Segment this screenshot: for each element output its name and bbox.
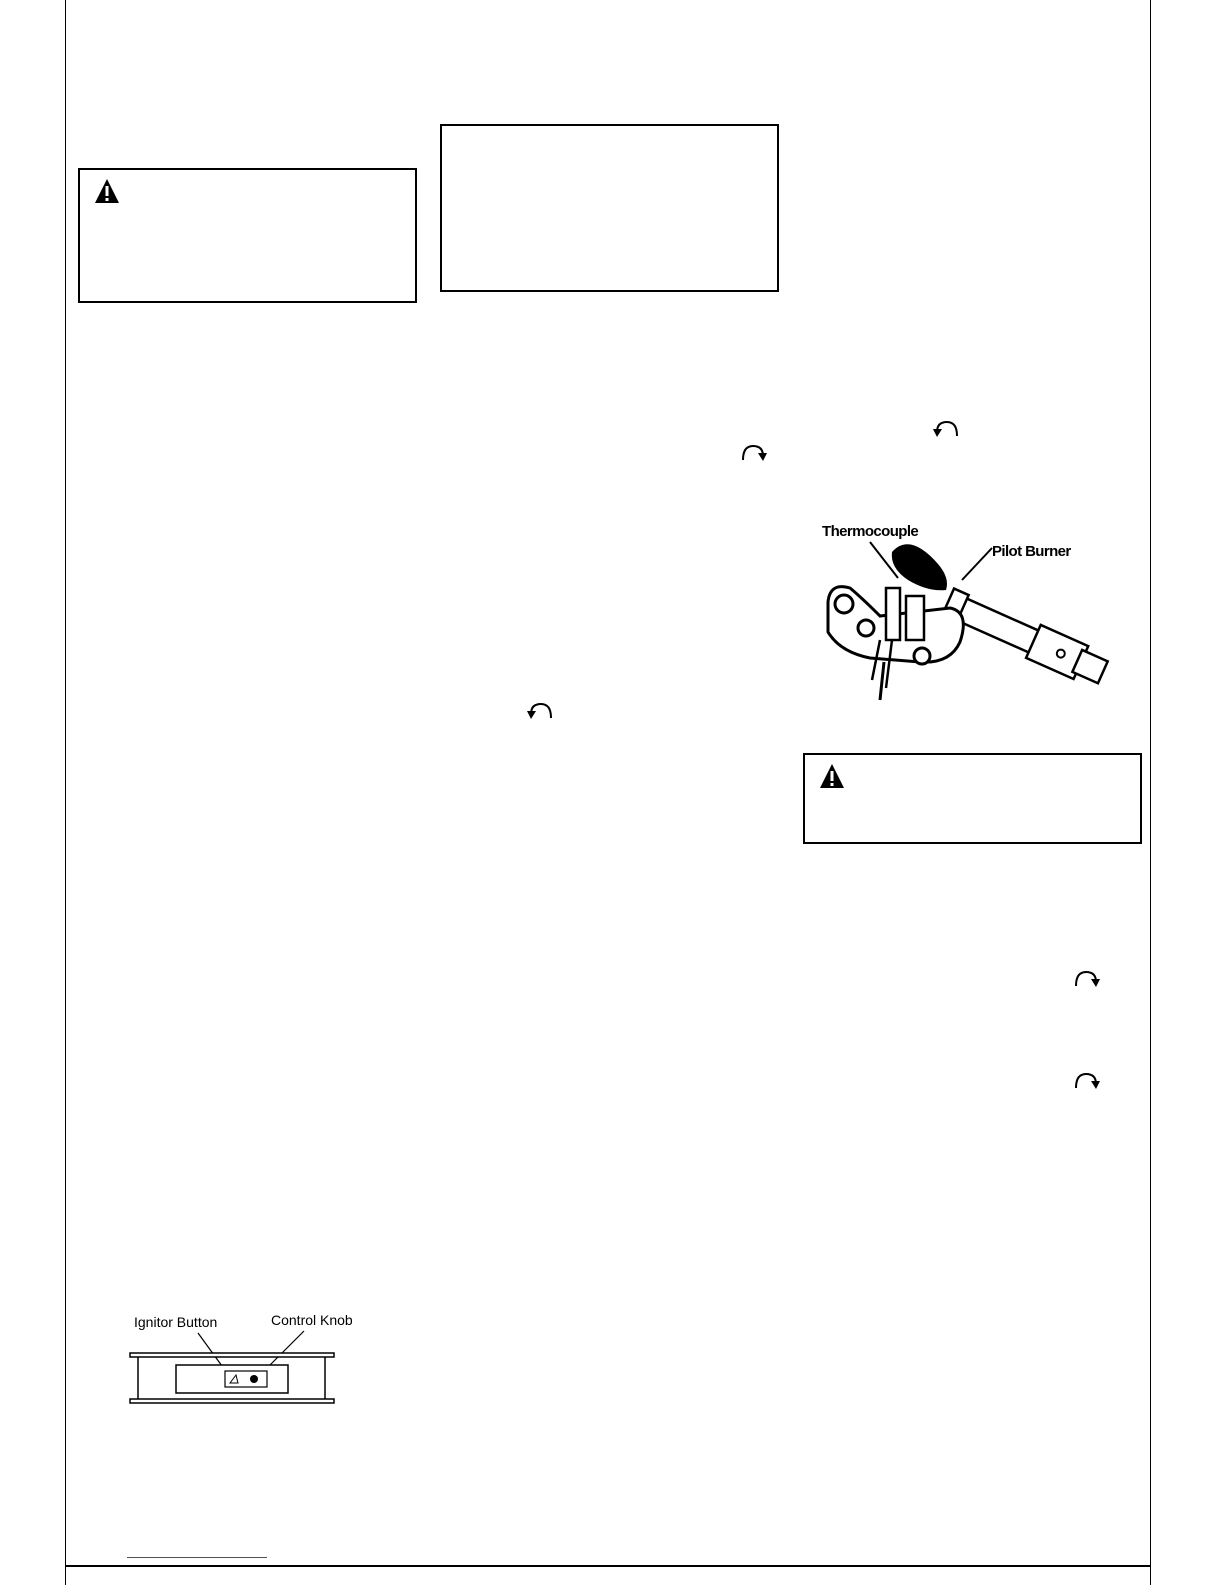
rotate-clockwise-icon	[1071, 1068, 1103, 1092]
control-knob-label: Control Knob	[271, 1312, 353, 1328]
page-left-border	[65, 0, 66, 1585]
page-right-border	[1150, 0, 1151, 1585]
warning-box-right	[803, 753, 1142, 844]
control-panel-figure	[120, 1305, 370, 1415]
page-bottom-rule	[65, 1565, 1151, 1567]
rotate-counterclockwise-icon	[524, 698, 556, 722]
warning-triangle-icon	[819, 763, 845, 789]
pilot-assembly-figure	[810, 512, 1130, 712]
thermocouple-label: Thermocouple	[822, 523, 919, 540]
rotate-counterclockwise-icon	[930, 416, 962, 440]
note-box-middle	[440, 124, 779, 292]
pilot-burner-label: Pilot Burner	[992, 543, 1071, 560]
ignitor-button-label: Ignitor Button	[134, 1314, 218, 1330]
rotate-clockwise-icon	[1071, 966, 1103, 990]
rotate-clockwise-icon	[738, 440, 770, 464]
warning-box-left	[78, 168, 417, 303]
footer-link-underline[interactable]	[127, 1557, 267, 1558]
warning-triangle-icon	[94, 178, 120, 204]
